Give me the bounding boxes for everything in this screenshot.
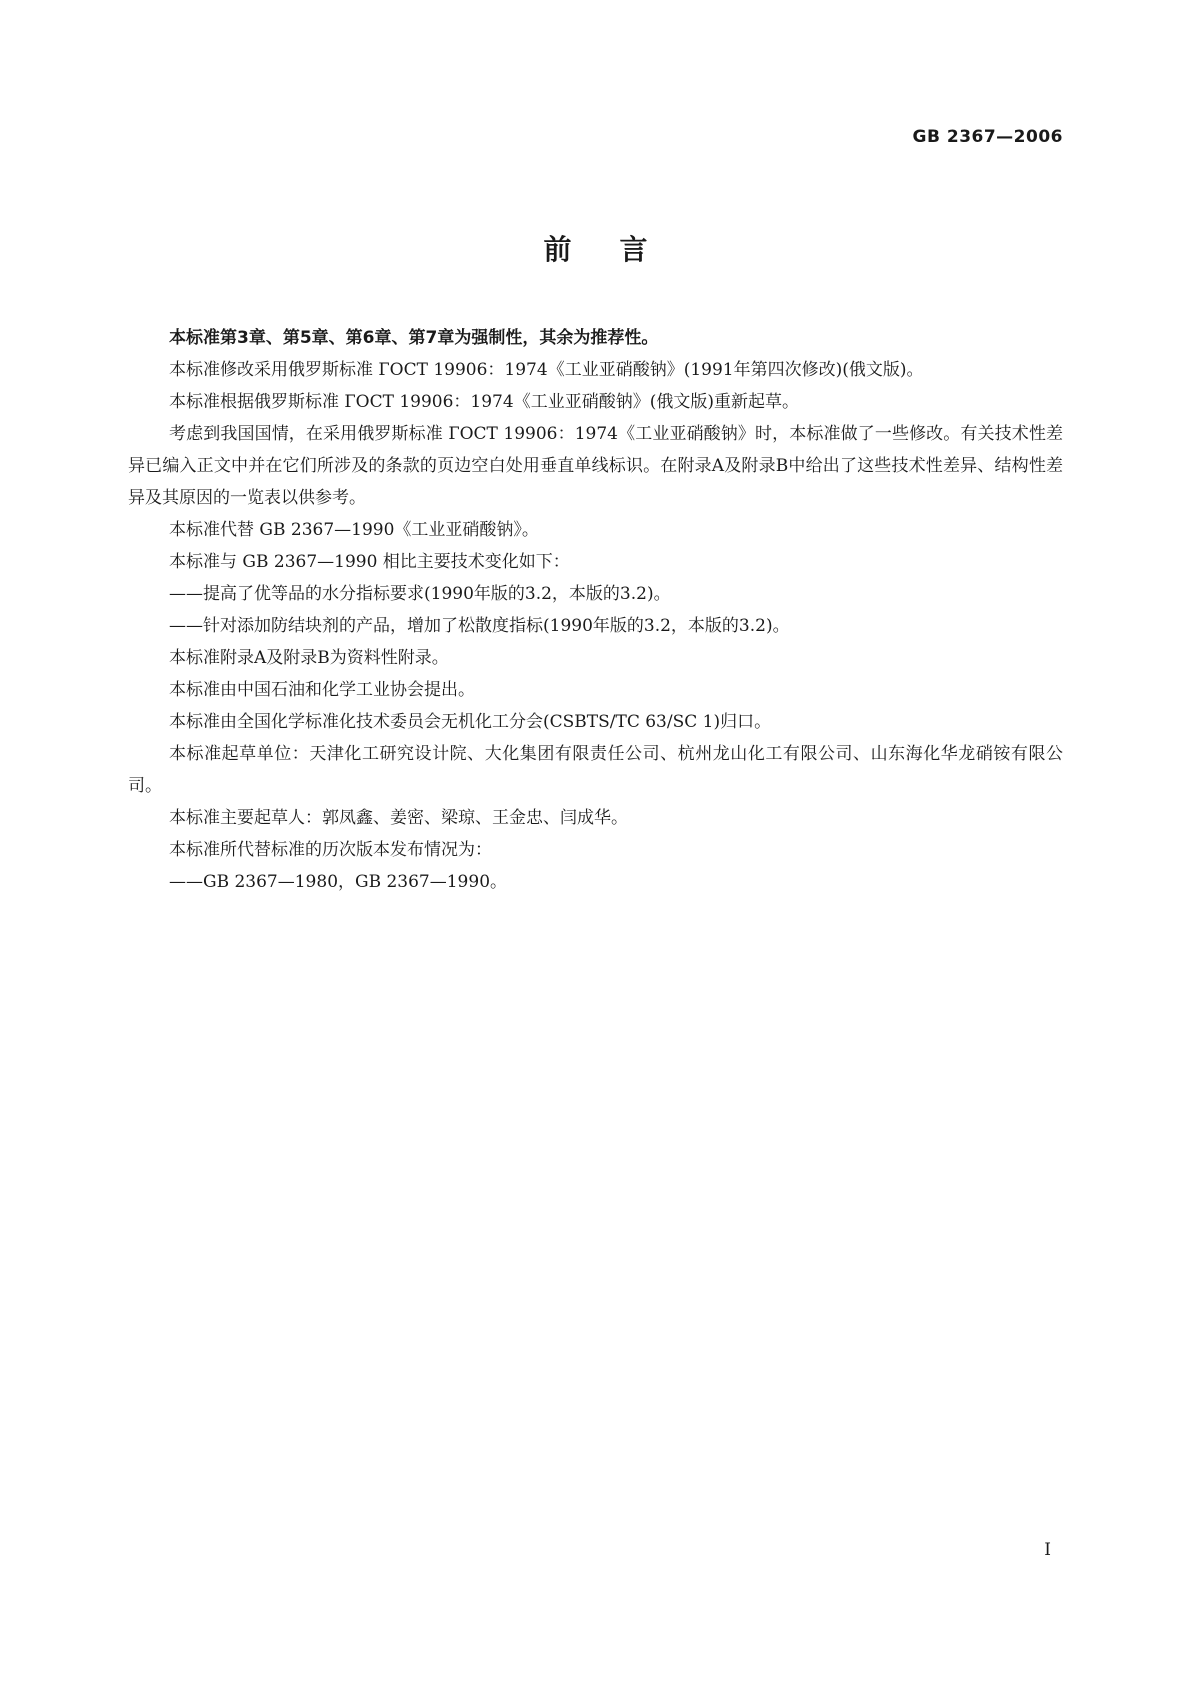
page-title: 前言 [543,233,696,266]
paragraph: 本标准代替 GB 2367—1990《工业亚硝酸钠》。 [169,520,539,540]
list-item: ——GB 2367—1980，GB 2367—1990。 [169,872,508,892]
paragraph: 本标准附录A及附录B为资料性附录。 [169,648,449,668]
list-item: ——针对添加防结块剂的产品，增加了松散度指标(1990年版的3.2，本版的3.2)。 [169,616,790,636]
page-number: I [1044,1540,1051,1560]
paragraph: 本标准修改采用俄罗斯标准 ГОСТ 19906：1974《工业亚硝酸钠》(1991年第四次修改)(俄文版)。 [169,360,924,380]
paragraph: 考虑到我国国情，在采用俄罗斯标准 ГОСТ 19906：1974《工业亚硝酸钠》时，本标准做了一些修改。有关技术性差异已编入正文中并在它们所涉及的条款的页边空白处用垂直单线标识。在附录A及附录B中给出了这些技术性差异、结构性差异及其原因的一览表以供参考。 [128,424,1063,508]
paragraph: 本标准起草单位：天津化工研究设计院、大化集团有限责任公司、杭州龙山化工有限公司、山东海化华龙硝铵有限公司。 [128,744,1063,796]
list-item: ——提高了优等品的水分指标要求(1990年版的3.2，本版的3.2)。 [169,584,671,604]
paragraph-mandatory-clause: 本标准第3章、第5章、第6章、第7章为强制性，其余为推荐性。 [169,328,659,348]
preface-body [128,322,1063,898]
paragraph: 本标准所代替标准的历次版本发布情况为： [169,840,492,860]
standard-code: GB 2367—2006 [912,127,1063,147]
paragraph: 本标准由全国化学标准化技术委员会无机化工分会(CSBTS/TC 63/SC 1)归口。 [169,712,772,732]
paragraph: 本标准主要起草人：郭凤鑫、姜密、梁琼、王金忠、闫成华。 [169,808,628,828]
paragraph: 本标准由中国石油和化学工业协会提出。 [169,680,475,700]
paragraph: 本标准根据俄罗斯标准 ГОСТ 19906：1974《工业亚硝酸钠》(俄文版)重新起草。 [169,392,799,412]
paragraph: 本标准与 GB 2367—1990 相比主要技术变化如下： [169,552,570,572]
